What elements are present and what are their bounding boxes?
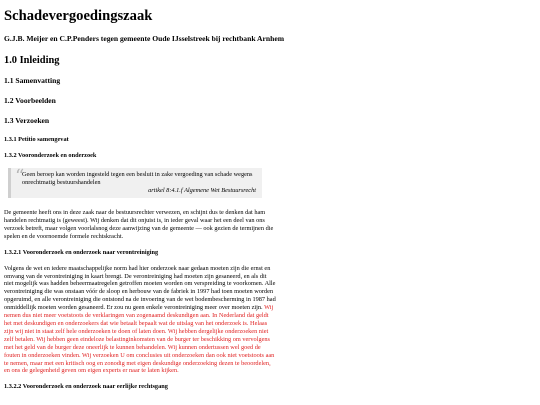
paragraph-red-text: Wij nemen dus niet meer voetstoots de verklaringen van zogenaamd deskundigen aan. In Nederland dat geldt het met deskundigen en onderzoekers dat wie betaalt bepaalt wat de uitslag van het onderzoek is. Helaas zijn wij niet in staat zelf hele onderzoeken te doen of laten doen. Wij hebben dergelijke onderzoeken niet zelf betalen. Wij hebben geen eindeloze belastinginkomsten van de burger ter beschikking om vervolgens met het geld van de burger deze oneerlijk te kunnen behandelen. Wij kunnen ondertussen wel goed de fouten in onderzoeken vinden. Wij verzoeken U om conclusies uit onderzoeken dan ook niet voetstoots aan te nemen, maar met een kritisch oog en zonodig met eigen deskundige onderzoeking dezen te beoordelen, en ons de gelegenheid geven om eigen experts er naar te laten kijken. xyxy=(4,304,275,375)
heading-rechtsgang: 1.3.2.2 Vooronderzoek en onderzoek naar eerlijke rechtsgang xyxy=(4,383,168,391)
intro-paragraph: De gemeente heeft ons in deze zaak naar de bestuursrechter verwezen, en schijnt dus te denken dat ham handelen rechtmatig is (geweest). Wij denken dat dit onjuist is, in ieder geval waar het een deel van ons verzoek betreft, maar volgen voorlalsnog deze aanwijzing van de gemeente — ook gezien de termijnen die spelen en de voornoemde formele rechtskracht. xyxy=(4,209,274,240)
heading-verontreiniging: 1.3.2.1 Vooronderzoek en onderzoek naar verontreiniging xyxy=(4,248,159,256)
verontreiniging-paragraph xyxy=(4,265,276,376)
quote-text: Geen beroep kan worden ingesteld tegen een besluit in zake vergoeding van schade wegens onrechtmatig bestuurshandelen xyxy=(22,171,253,186)
quote-mark-icon: “ xyxy=(15,166,25,187)
heading-vooronderzoek: 1.3.2 Vooronderzoek en onderzoek xyxy=(4,152,97,159)
blockquote xyxy=(8,168,262,198)
paragraph-black-text: Volgens de wet en iedere maatschappelijke norm had hier onderzoek naar gedaan moeten zijn die ernst en omvang van de verontreiniging in kaart brengt. De verontreiniging had moeten zijn gesaneerd, en als dit niet mogelijk was hadden beheermaatregelen getroffen moeten worden om verspreiding te voorkomen. Alle verontreiniging die was onstaan vóór de sloop en herbouw van de fabriek in 1997 had toen moeten worden opgeruimd, en alle verontreiniging die ontstond na de invoering van de wet bodembescherming in 1987 had onmiddellijk moeten worden gesaneerd. Er zou nu geen enkele verontreiniging meer over moeten zijn. xyxy=(4,264,276,312)
page-title: Schadevergoedingszaak xyxy=(4,8,153,24)
heading-inleiding: 1.0 Inleiding xyxy=(4,55,60,66)
heading-samenvatting: 1.1 Samenvatting xyxy=(4,76,61,85)
heading-petitio: 1.3.1 Petitio samengevat xyxy=(4,136,69,143)
document-subtitle: G.J.B. Meijer en C.P.Penders tegen gemeente Oude IJsselstreek bij rechtbank Arnhem xyxy=(4,34,285,43)
quote-source: artikel 8:4.1.f Algemene Wet Bestuursrecht xyxy=(148,187,256,194)
heading-verzoeken: 1.3 Verzoeken xyxy=(4,116,50,125)
heading-voorbeelden: 1.2 Voorbeelden xyxy=(4,96,56,105)
